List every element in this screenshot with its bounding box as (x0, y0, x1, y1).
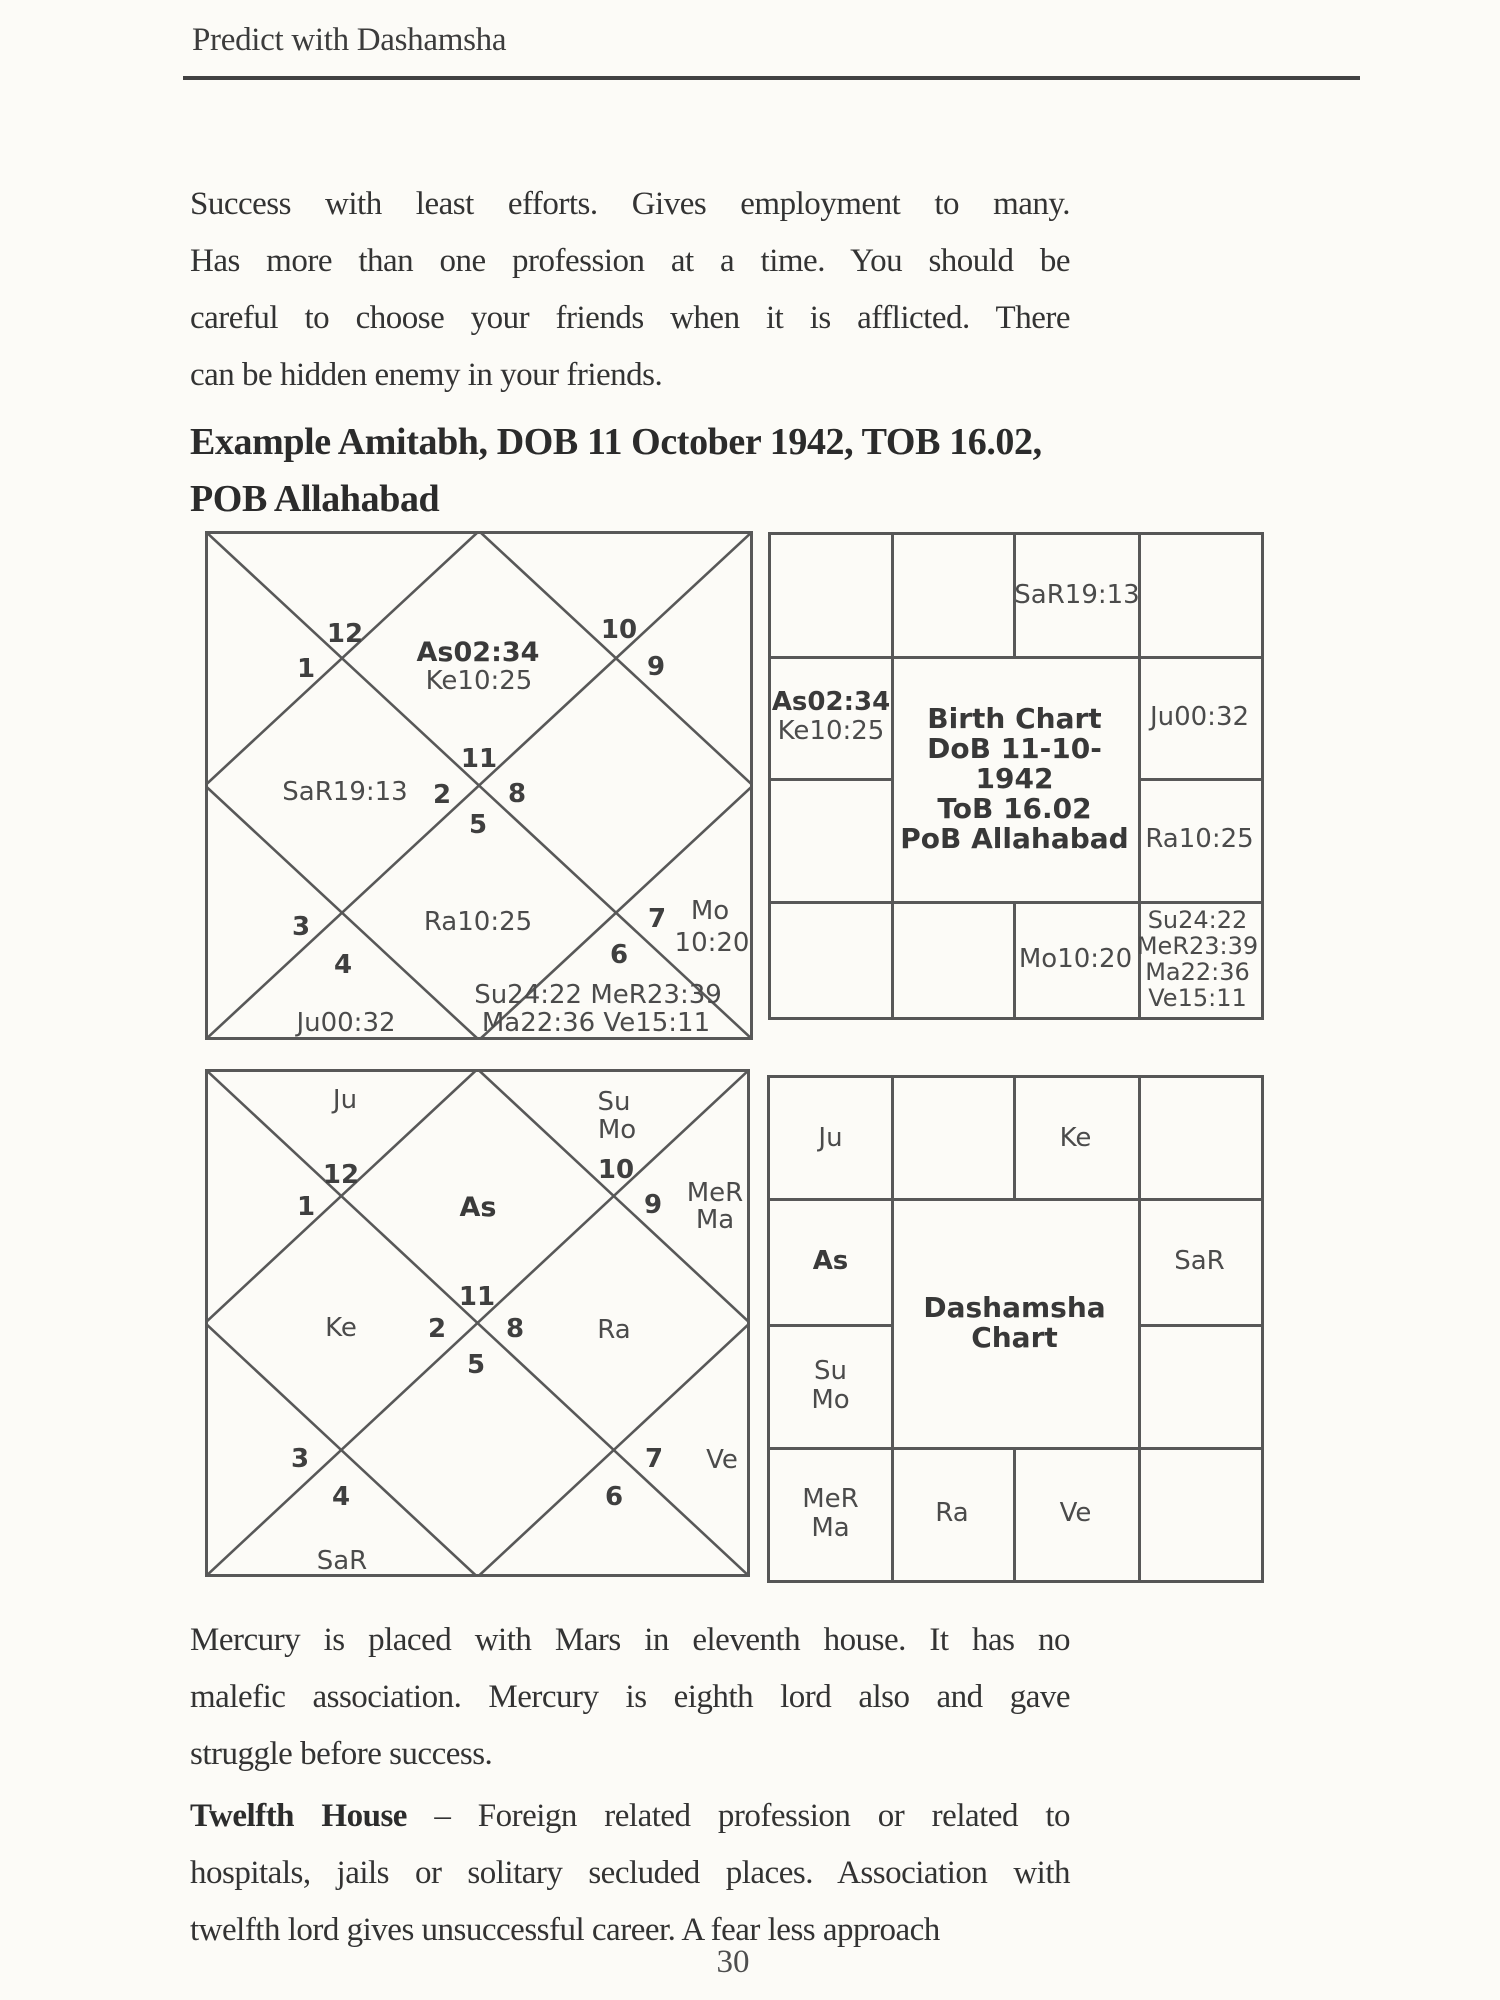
cell-saturn: SaR19:13 (1014, 580, 1140, 610)
house-number-5: 5 (468, 810, 488, 840)
cell-saturn: SaR (1174, 1245, 1225, 1276)
birth-chart-north (205, 531, 753, 1040)
label-moon-degrees: 10:20 (674, 928, 750, 958)
house-number-10: 10 (597, 1155, 635, 1185)
house-number-2: 2 (427, 1314, 447, 1344)
house-number-6: 6 (604, 1482, 624, 1512)
label-ketu: Ke (325, 1313, 357, 1343)
label-moon: Mo (597, 1115, 637, 1145)
label-ascendant: As02:34 (416, 637, 540, 668)
house-number-9: 9 (646, 652, 666, 682)
dashamsha-chart-south (767, 1075, 1264, 1583)
label-ketu: Ke10:25 (425, 666, 533, 696)
label-moon: Mo (690, 896, 730, 926)
cell-sun-moon: Su Mo (811, 1355, 850, 1415)
cell-jupiter: Ju00:32 (1149, 701, 1250, 732)
paragraph-line: hospitals, jails or solitary secluded places. Association with (190, 1855, 1070, 1891)
house-number-10: 10 (600, 615, 638, 645)
label-rahu: Ra (597, 1315, 631, 1345)
house-number-8: 8 (507, 779, 527, 809)
house-number-7: 7 (647, 904, 667, 934)
grid-line (1138, 1324, 1261, 1327)
house-number-1: 1 (296, 654, 316, 684)
page-number: 30 (716, 1944, 750, 1980)
mercury-paragraph (190, 1612, 1070, 1783)
label-sun: Su (597, 1087, 631, 1117)
dashamsha-chart-north (205, 1069, 750, 1577)
house-number-4: 4 (333, 950, 353, 980)
label-rahu: Ra10:25 (423, 907, 533, 937)
house-number-5: 5 (466, 1350, 486, 1380)
house-number-7: 7 (644, 1444, 664, 1474)
label-ascendant: As (459, 1192, 497, 1223)
grid-line (1138, 1078, 1141, 1580)
paragraph-line: Has more than one profession at a time. You should be (190, 243, 1070, 279)
running-header: Predict with Dashamsha (192, 22, 507, 58)
birth-chart-south (768, 532, 1264, 1020)
cell-ascendant-ketu: As02:34 Ke10:25 (771, 687, 891, 746)
house-number-11: 11 (458, 1282, 496, 1312)
cell-venus: Ve (1059, 1498, 1092, 1528)
heading-line: Example Amitabh, DOB 11 October 1942, TOB 16.02, (190, 421, 1042, 463)
house-number-3: 3 (291, 912, 311, 942)
example-heading (190, 414, 1042, 528)
house-number-12: 12 (322, 1160, 360, 1190)
house-number-8: 8 (505, 1314, 525, 1344)
cell-moon: Mo10:20 (1018, 943, 1133, 974)
paragraph-line: Mercury is placed with Mars in eleventh house. It has no (190, 1622, 1070, 1658)
house-number-11: 11 (460, 744, 498, 774)
cell-rahu: Ra10:25 (1145, 824, 1254, 854)
heading-line: POB Allahabad (190, 478, 440, 520)
paragraph-line: Twelfth House – Foreign related profession or related to (190, 1798, 1071, 1834)
paragraph-line: can be hidden enemy in your friends. (190, 357, 663, 393)
intro-paragraph (190, 176, 1070, 404)
twelfth-house-paragraph (190, 1788, 1070, 1959)
label-jupiter: Ju (332, 1085, 358, 1115)
chart-lines (205, 1069, 750, 1577)
chart-title-block: Birth Chart DoB 11-10-1942 ToB 16.02 PoB Allahabad (900, 701, 1129, 855)
paragraph-line: Success with least efforts. Gives employment to many. (190, 186, 1070, 222)
label-mars: Ma (695, 1205, 735, 1235)
header-rule (183, 76, 1360, 80)
grid-line (771, 778, 891, 781)
paragraph-line: struggle before success. (190, 1736, 493, 1772)
label-saturn: SaR (316, 1546, 368, 1576)
house-number-12: 12 (326, 619, 364, 649)
house-number-9: 9 (643, 1190, 663, 1220)
house-number-2: 2 (432, 780, 452, 810)
house-number-3: 3 (290, 1444, 310, 1474)
house-number-6: 6 (609, 940, 629, 970)
house-number-4: 4 (331, 1482, 351, 1512)
label-saturn: SaR19:13 (282, 777, 408, 807)
cell-jupiter: Ju (818, 1122, 843, 1153)
label-jupiter: Ju00:32 (296, 1008, 396, 1038)
label-venus: Ve (706, 1445, 738, 1475)
house-number-1: 1 (296, 1192, 316, 1222)
cell-ascendant: As (812, 1245, 849, 1276)
paragraph-line: careful to choose your friends when it is afflicted. There (190, 300, 1070, 336)
label-mercury: MeR (686, 1178, 744, 1208)
cell-mercury-mars: MeR Ma (802, 1483, 859, 1543)
paragraph-line: malefic association. Mercury is eighth lord also and gave (190, 1679, 1070, 1715)
cell-ketu: Ke (1059, 1122, 1092, 1153)
cell-rahu: Ra (935, 1498, 969, 1528)
twelfth-house-lead: Twelfth House (190, 1798, 407, 1834)
cell-sun-mercury-mars-venus: Su24:22 MeR23:39 Ma22:36 Ve15:11 (1136, 906, 1259, 1012)
chart-title-block: Dashamsha Chart (923, 1290, 1106, 1354)
paragraph-line: twelfth lord gives unsuccessful career. A fear less approach (190, 1912, 940, 1948)
label-sun-mercury: Su24:22 MeR23:39 (474, 980, 722, 1010)
label-mars-venus: Ma22:36 Ve15:11 (481, 1008, 711, 1038)
